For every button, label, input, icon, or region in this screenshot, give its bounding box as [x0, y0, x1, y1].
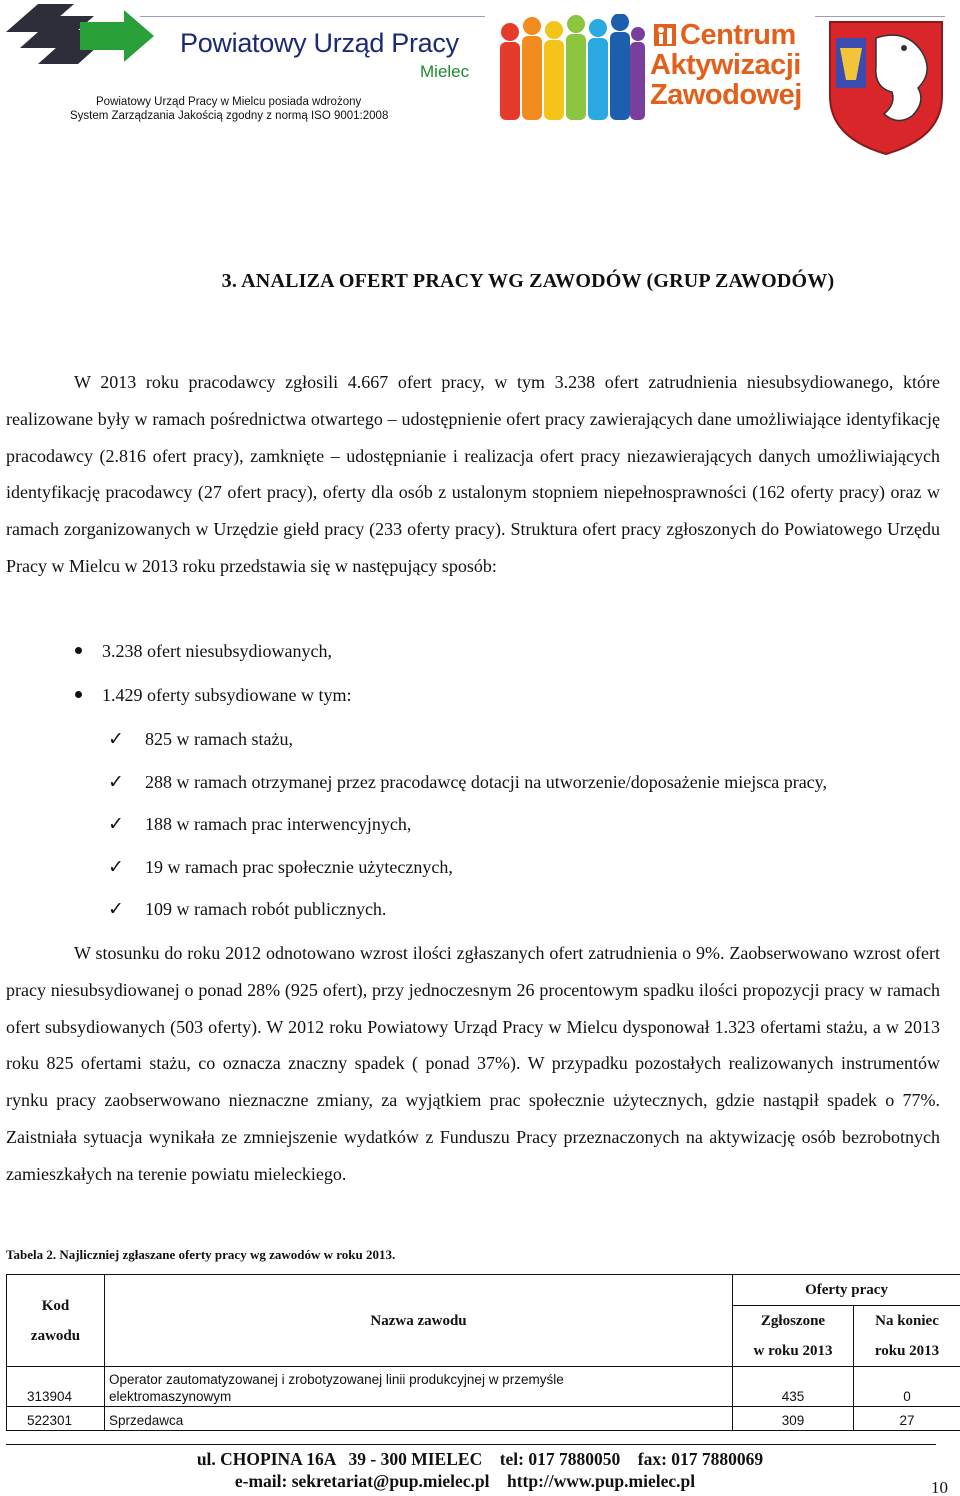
bullet-item: [75, 685, 351, 706]
check-item: [108, 771, 827, 793]
office-city: Mielec: [420, 62, 470, 81]
checkmark-icon: ✓: [108, 856, 124, 878]
checkmark-icon: ✓: [108, 813, 124, 835]
page-header: [0, 0, 960, 160]
footer-address: ul. CHOPINA 16A 39 - 300 MIELEC tel: 017 7880050 fax: 017 7880069: [196, 1449, 764, 1469]
check-text: 109 w ramach robót publicznych.: [145, 899, 387, 919]
iso-statement-line-2: System Zarządzania Jakością zgodny z normą ISO 9001:2008: [70, 110, 389, 122]
cell-end: 27: [854, 1407, 960, 1431]
check-text: 188 w ramach prac interwencyjnych,: [145, 814, 412, 834]
people-silhouettes-icon: [496, 14, 646, 124]
col-header-code-line-1: Kod: [41, 1297, 70, 1314]
check-item: [108, 728, 293, 750]
cell-name-line-2: elektromaszynowym: [109, 1389, 232, 1404]
crest-rule: [815, 16, 945, 17]
bullet-dot-icon: [75, 647, 82, 654]
col-header-offers: Oferty pracy: [733, 1275, 960, 1306]
bullet-text: 3.238 ofert niesubsydiowanych,: [102, 641, 332, 661]
cell-name-line-1: Operator zautomatyzowanej i zrobotyzowanej linii produkcyjnej w przemyśle: [109, 1372, 564, 1387]
caz-line-2: Aktywizacji: [650, 49, 801, 81]
office-name: Powiatowy Urząd Pracy: [180, 28, 459, 58]
header-rule: [140, 16, 485, 17]
coat-of-arms-icon: [826, 18, 946, 158]
cell-name: Sprzedawca: [105, 1407, 733, 1431]
table-caption: Tabela 2. Najliczniej zgłaszane oferty pracy wg zawodów w roku 2013.: [6, 1247, 396, 1262]
check-text: 825 w ramach stażu,: [145, 729, 293, 749]
cell-code: 313904: [7, 1367, 105, 1407]
pup-logo-icon: [4, 2, 164, 72]
checkmark-icon: ✓: [108, 728, 124, 750]
caz-logo: [650, 20, 810, 115]
col-header-end-line-2: roku 2013: [874, 1343, 940, 1359]
col-header-end: [854, 1306, 960, 1367]
col-header-code-line-2: zawodu: [30, 1327, 81, 1344]
cell-reported: 435: [733, 1367, 854, 1407]
intro-paragraph: W 2013 roku pracodawcy zgłosili 4.667 ofert pracy, w tym 3.238 ofert zatrudnienia niesubsydiowanego, które realizowane były w ramach pośrednictwa otwartego – udostępnienie ofert pracy zawierających dane umożliwiające identyfikację pracodawcy (2.816 ofert pracy), zamknięte – udostępnianie i realizacja ofert pracy niezawierających danych umożliwiających identyfikację pracodawcy (27 ofert pracy), oferty dla osób z ustalonym stopniem niepełnosprawności (162 oferty pracy) oraz w ramach zorganizowanych w Urzędzie giełd pracy (233 oferty pracy). Struktura ofert pracy zgłoszonych do Powiatowego Urzędu Pracy w Mielcu w 2013 roku przedstawia się w następujący sposób:: [6, 372, 940, 576]
table-header-row: [7, 1275, 960, 1306]
cell-reported: 309: [733, 1407, 854, 1431]
bullet-dot-icon: [75, 691, 82, 698]
iso-statement-line-1: Powiatowy Urząd Pracy w Mielcu posiada wdrożony: [96, 96, 362, 108]
cell-code: 522301: [7, 1407, 105, 1431]
caz-line-3: Zawodowej: [650, 79, 802, 111]
caz-line-1: Centrum: [680, 19, 796, 51]
col-header-reported: [733, 1306, 854, 1367]
check-text: 288 w ramach otrzymanej przez pracodawcę dotacji na utworzenie/doposażenie miejsca pracy,: [145, 772, 828, 792]
checkmark-icon: ✓: [108, 898, 124, 920]
section-heading: 3. ANALIZA OFERT PRACY WG ZAWODÓW (GRUP ZAWODÓW): [221, 270, 835, 292]
check-text: 19 w ramach prac społecznie użytecznych,: [145, 857, 453, 877]
bullet-text: 1.429 oferty subsydiowane w tym:: [102, 685, 352, 705]
table-row: [7, 1407, 960, 1431]
bullet-item: [75, 641, 332, 662]
col-header-code: [7, 1275, 105, 1367]
footer-rule: [6, 1444, 936, 1445]
checkmark-icon: ✓: [108, 771, 124, 793]
cell-name: [105, 1367, 733, 1407]
col-header-reported-line-2: w roku 2013: [753, 1343, 833, 1359]
page-number: 10: [931, 1478, 948, 1496]
footer-contact: e-mail: sekretariat@pup.mielec.pl http://www.pup.mielec.pl: [234, 1471, 696, 1491]
occupations-table: [6, 1274, 960, 1431]
col-header-name: Nazwa zawodu: [105, 1275, 733, 1367]
caz-figure-icon: [652, 22, 678, 48]
cell-end: 0: [854, 1367, 960, 1407]
check-item: [108, 856, 453, 878]
col-header-reported-line-1: Zgłoszone: [760, 1313, 826, 1329]
col-header-end-line-1: Na koniec: [875, 1313, 939, 1329]
comparison-paragraph: W stosunku do roku 2012 odnotowano wzrost ilości zgłaszanych ofert zatrudnienia o 9%. Zaobserwowano wzrost ofert pracy niesubsydiowanej o ponad 28% (925 ofert), przy jednoczesnym 26 procentowym spadku ilości propozycji pracy w ramach ofert subsydiowanych (503 oferty). W 2012 roku Powiatowy Urząd Pracy w Mielcu dysponował 1.323 ofertami stażu, a w 2013 roku 825 ofertami stażu, co oznacza znaczny spadek ( ponad 37%). W przypadku pozostałych realizowanych instrumentów rynku pracy zaobserwowano nieznaczne zmiany, za wyjątkiem prac społecznie użytecznych, gdzie nastąpił spadek o 77%. Zaistniała sytuacja wynikała ze zmniejszenie wydatków z Funduszu Pracy przeznaczonych na aktywizację osób bezrobotnych zamieszkałych na terenie powiatu mieleckiego.: [6, 943, 940, 1184]
check-item: [108, 898, 386, 920]
table-row: [7, 1367, 960, 1407]
check-item: [108, 813, 411, 835]
